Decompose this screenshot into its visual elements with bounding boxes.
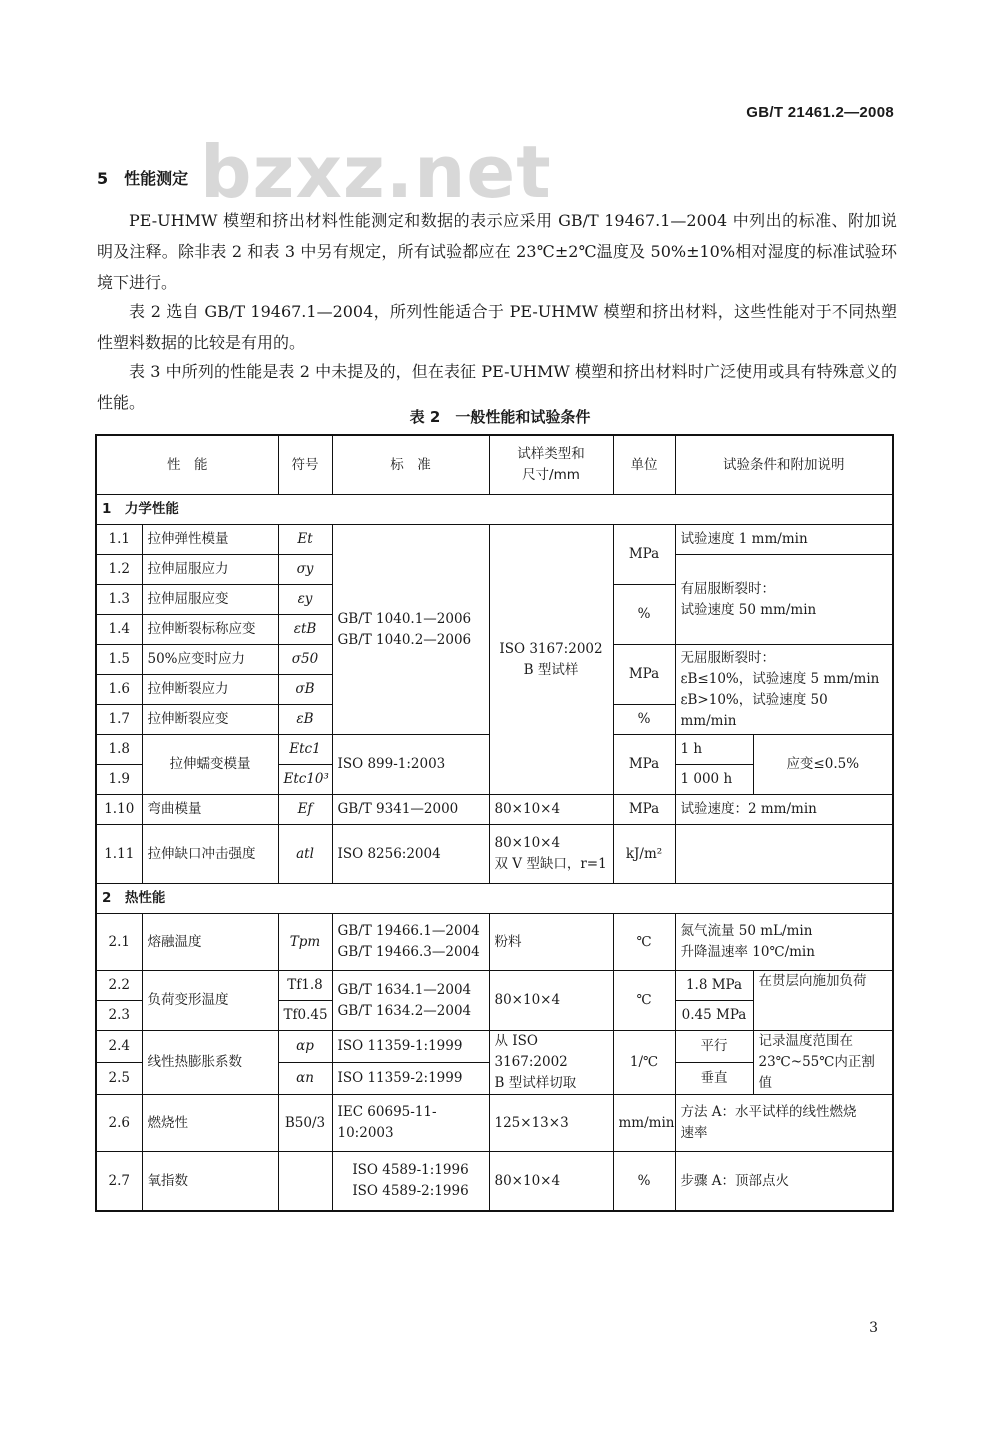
symbol: Etc1 (278, 735, 332, 765)
table-row (96, 525, 893, 555)
standard-line2: ISO 4589-2:1996 (352, 1183, 469, 1199)
header-property: 性 能 (96, 435, 278, 495)
conditions (675, 1095, 893, 1152)
direction-cell: 平行 (675, 1031, 753, 1063)
row-number: 1.8 (96, 735, 142, 765)
property-name: 氧指数 (142, 1152, 278, 1212)
specimen-line2: B 型试样 (523, 661, 579, 678)
symbol: B50/3 (278, 1095, 332, 1152)
row-number: 2.7 (96, 1152, 142, 1212)
specimen-cell (489, 825, 613, 884)
standard-cell (332, 914, 489, 971)
conditions (675, 825, 893, 884)
header-conditions: 试验条件和附加说明 (675, 435, 893, 495)
group-label: 1 力学性能 (96, 495, 893, 525)
header-specimen-line1: 试样类型和 (517, 446, 585, 462)
standard-line2: GB/T 1634.2—2004 (337, 1002, 472, 1019)
conditions (753, 1031, 893, 1095)
standard-code: GB/T 21461.2—2008 (746, 104, 894, 121)
symbol: Ef (278, 795, 332, 825)
conditions: 在贯层向施加负荷 (753, 971, 893, 1031)
section-title: 性能测定 (124, 169, 189, 188)
specimen-line2: 双 V 型缺口，r=1 (494, 856, 607, 872)
unit: MPa (613, 525, 675, 585)
header-unit: 单位 (613, 435, 675, 495)
specimen-cell: 粉料 (489, 914, 613, 971)
load-cell: 0.45 MPa (675, 1001, 753, 1031)
properties-table (95, 434, 894, 1212)
header-standard: 标 准 (332, 435, 489, 495)
conditions-line2: 试验速度 50 mm/min (680, 601, 817, 618)
symbol: Tf0.45 (278, 1001, 332, 1031)
watermark: bzxz.net (200, 130, 552, 214)
specimen-cell: 80×10×4 (489, 971, 613, 1031)
standard-line1: GB/T 19466.1—2004 (337, 923, 480, 939)
symbol: εy (278, 585, 332, 615)
conditions-line2: 速率 (680, 1125, 708, 1141)
row-number: 1.4 (96, 615, 142, 645)
time-cell: 1 h (675, 735, 753, 765)
symbol: σB (278, 675, 332, 705)
standard-cell (332, 971, 489, 1031)
paragraph-1: PE-UHMW 模塑和挤出材料性能测定和数据的表示应采用 GB/T 19467.1—2004 中列出的标准、附加说明及注释。除非表 2 和表 3 中另有规定，所有试验都应在 23℃±2℃温度及 50%±10%相对湿度的标准试验环境下进行。 (97, 211, 897, 292)
time-cell: 1 000 h (675, 765, 753, 795)
conditions: 试验速度：2 mm/min (675, 795, 893, 825)
property-name: 负荷变形温度 (142, 971, 278, 1031)
unit: kJ/m² (613, 825, 675, 884)
standard-cell (332, 525, 489, 735)
specimen-cell (489, 1031, 613, 1095)
standard-cell: ISO 11359-2:1999 (332, 1063, 489, 1095)
symbol: Tpm (278, 914, 332, 971)
row-number: 2.1 (96, 914, 142, 971)
row-number: 1.11 (96, 825, 142, 884)
row-number: 1.6 (96, 675, 142, 705)
row-number: 2.2 (96, 971, 142, 1001)
unit: % (613, 1152, 675, 1212)
row-number: 1.2 (96, 555, 142, 585)
unit: MPa (613, 735, 675, 795)
unit: MPa (613, 645, 675, 705)
conditions-line1: 氮气流量 50 mL/min (680, 923, 813, 939)
page-number: 3 (869, 1320, 878, 1336)
conditions-line2: εB≤10%，试验速度 5 mm/min (680, 670, 880, 687)
property-name: 拉伸屈服应力 (142, 555, 278, 585)
specimen-cell (489, 525, 613, 795)
unit: ℃ (613, 971, 675, 1031)
symbol: σ50 (278, 645, 332, 675)
section-number: 5 (97, 169, 109, 188)
property-name: 拉伸断裂应变 (142, 705, 278, 735)
specimen-line1: 从 ISO 3167:2002 (494, 1033, 568, 1070)
paragraph-3: 表 3 中所列的性能是表 2 中未提及的，但在表征 PE-UHMW 模塑和挤出材料时广泛使用或具有特殊意义的性能。 (97, 362, 897, 412)
row-number: 1.7 (96, 705, 142, 735)
table-row (96, 971, 893, 1001)
symbol: Etc10³ (278, 765, 332, 795)
row-number: 2.4 (96, 1031, 142, 1063)
table-row (96, 1095, 893, 1152)
group-row-mechanical (96, 495, 893, 525)
symbol: αn (278, 1063, 332, 1095)
table-row (96, 825, 893, 884)
row-number: 1.3 (96, 585, 142, 615)
unit: % (613, 585, 675, 645)
table-title: 表 2 一般性能和试验条件 (409, 408, 591, 426)
row-number: 1.5 (96, 645, 142, 675)
specimen-line1: ISO 3167:2002 (499, 640, 603, 657)
conditions: 试验速度 1 mm/min (675, 525, 893, 555)
header-specimen-line2: 尺寸/mm (522, 467, 580, 483)
conditions-line1: 有屈服断裂时： (680, 580, 775, 597)
symbol: σy (278, 555, 332, 585)
direction-cell: 垂直 (675, 1063, 753, 1095)
property-name: 50%应变时应力 (142, 645, 278, 675)
standard-line1: GB/T 1040.1—2006 (337, 610, 472, 627)
standard-line2: GB/T 19466.3—2004 (337, 944, 480, 960)
table-row (96, 1152, 893, 1212)
property-name: 线性热膨胀系数 (142, 1031, 278, 1095)
conditions-line1: 无屈服断裂时： (680, 649, 775, 666)
property-name: 弯曲模量 (142, 795, 278, 825)
row-number: 1.1 (96, 525, 142, 555)
table-row (96, 1031, 893, 1063)
specimen-line1: 80×10×4 (494, 835, 561, 851)
table-row (96, 914, 893, 971)
standard-line1: GB/T 1634.1—2004 (337, 981, 472, 998)
group-label: 2 热性能 (96, 884, 893, 914)
standard-cell (332, 1152, 489, 1212)
symbol: εB (278, 705, 332, 735)
conditions: 应变≤0.5% (753, 735, 893, 795)
table-row (96, 795, 893, 825)
row-number: 2.6 (96, 1095, 142, 1152)
property-name: 燃烧性 (142, 1095, 278, 1152)
symbol: αp (278, 1031, 332, 1063)
conditions (675, 914, 893, 971)
conditions-line2: 升降温速率 10℃/min (680, 944, 815, 960)
standard-cell: IEC 60695-11-10:2003 (332, 1095, 489, 1152)
row-number: 2.5 (96, 1063, 142, 1095)
standard-cell: ISO 11359-1:1999 (332, 1031, 489, 1063)
property-name: 拉伸屈服应变 (142, 585, 278, 615)
symbol: εtB (278, 615, 332, 645)
property-name: 拉伸弹性模量 (142, 525, 278, 555)
standard-cell: GB/T 9341—2000 (332, 795, 489, 825)
symbol: atl (278, 825, 332, 884)
row-number: 1.10 (96, 795, 142, 825)
standard-line2: GB/T 1040.2—2006 (337, 631, 472, 648)
property-name: 拉伸断裂应力 (142, 675, 278, 705)
table-header-row (96, 435, 893, 495)
group-row-thermal (96, 884, 893, 914)
paragraph-2: 表 2 选自 GB/T 19467.1—2004，所列性能适合于 PE-UHMW 模塑和挤出材料，这些性能对于不同热塑性塑料数据的比较是有用的。 (97, 302, 897, 352)
conditions (675, 555, 893, 645)
header-specimen (489, 435, 613, 495)
row-number: 1.9 (96, 765, 142, 795)
header-symbol: 符号 (278, 435, 332, 495)
load-cell: 1.8 MPa (675, 971, 753, 1001)
standard-cell: ISO 8256:2004 (332, 825, 489, 884)
property-name: 熔融温度 (142, 914, 278, 971)
unit: MPa (613, 795, 675, 825)
property-name: 拉伸断裂标称应变 (142, 615, 278, 645)
unit: % (613, 705, 675, 735)
unit: ℃ (613, 914, 675, 971)
specimen-line2: B 型试样切取 (494, 1075, 577, 1091)
specimen-cell: 80×10×4 (489, 1152, 613, 1212)
symbol (278, 1152, 332, 1212)
row-number: 2.3 (96, 1001, 142, 1031)
standard-cell: ISO 899-1:2003 (332, 735, 489, 795)
standard-line1: ISO 4589-1:1996 (352, 1162, 469, 1178)
property-name: 拉伸缺口冲击强度 (142, 825, 278, 884)
conditions-line3: εB>10%，试验速度 50 mm/min (680, 691, 828, 729)
specimen-cell: 80×10×4 (489, 795, 613, 825)
conditions: 步骤 A：顶部点火 (675, 1152, 893, 1212)
conditions (675, 645, 893, 735)
symbol: Tf1.8 (278, 971, 332, 1001)
conditions-line2: 23℃~55℃内正割值 (758, 1054, 875, 1091)
specimen-cell: 125×13×3 (489, 1095, 613, 1152)
unit: mm/min (613, 1095, 675, 1152)
symbol: Et (278, 525, 332, 555)
property-name: 拉伸蠕变模量 (142, 735, 278, 795)
conditions-line1: 方法 A：水平试样的线性燃烧 (680, 1104, 857, 1120)
unit: 1/℃ (613, 1031, 675, 1095)
section-heading (97, 166, 188, 189)
conditions-line1: 记录温度范围在 (758, 1033, 853, 1049)
